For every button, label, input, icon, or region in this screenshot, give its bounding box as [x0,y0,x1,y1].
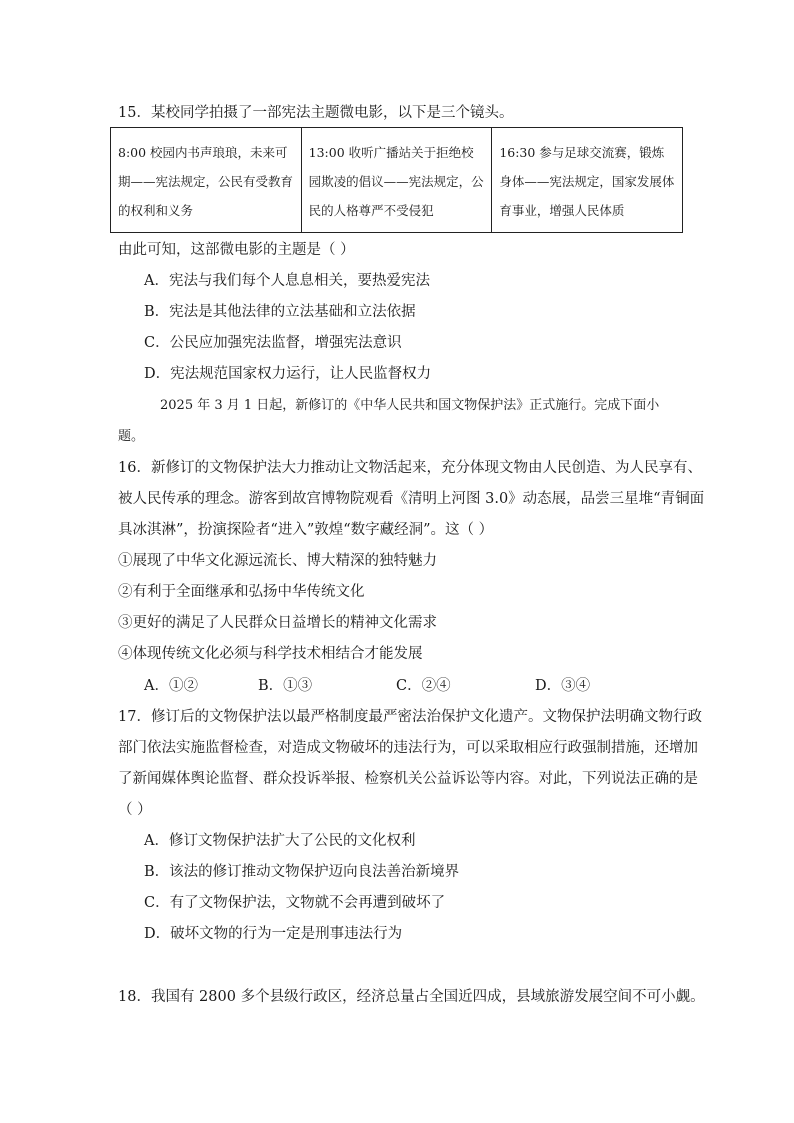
q15-clips-table [110,127,683,233]
q15-question: 由此可知，这部微电影的主题是（ ） [118,242,355,258]
q16-statement-4: ④体现传统文化必须与科学技术相结合才能发展 [118,646,423,662]
q15-option-c: C．公民应加强宪法监督，增强宪法意识 [144,335,402,351]
q15-option-d: D．宪法规范国家权力运行，让人民监督权力 [144,366,432,382]
q16-answer-d: D．③④ [535,678,591,694]
q15-clip-2: 13:00 收听广播站关于拒绝校园欺凌的倡议——宪法规定，公民的人格尊严不受侵犯 [301,128,492,233]
q16-statement-1: ①展现了中华文化源远流长、博大精深的独特魅力 [118,553,437,569]
q15-stem: 15．某校同学拍摄了一部宪法主题微电影，以下是三个镜头。 [118,105,514,121]
q15-option-b: B．宪法是其他法律的立法基础和立法依据 [144,304,416,320]
q16-line-3: 具冰淇淋”，扮演探险者“进入”敦煌“数字藏经洞”。这（ ） [118,522,494,538]
q16-statement-3: ③更好的满足了人民群众日益增长的精神文化需求 [118,615,437,631]
q16-line-1: 16．新修订的文物保护法大力推动让文物活起来，充分体现文物由人民创造、为人民享有、 [118,460,702,476]
q17-option-b: B．该法的修订推动文物保护迈向良法善治新境界 [144,864,460,880]
intro-line-2: 题。 [118,429,145,444]
q17-line-2: 部门依法实施监督检查，对造成文物破坏的违法行为，可以采取相应行政强制措施，还增加 [118,740,698,756]
q17-line-1: 17．修订后的文物保护法以最严格制度最严密法治保护文化遗产。文物保护法明确文物行政 [118,709,702,725]
q16-statement-2: ②有利于全面继承和弘扬中华传统文化 [118,584,365,600]
q17-option-d: D．破坏文物的行为一定是刑事违法行为 [144,926,403,942]
q16-answer-b: B．①③ [258,678,313,694]
q17-option-a: A．修订文物保护法扩大了公民的文化权利 [144,833,416,849]
q16-line-2: 被人民传承的理念。游客到故宫博物院观看《清明上河图 3.0》动态展，品尝三星堆“青铜面 [118,491,705,507]
intro-line-1: 2025 年 3 月 1 日起，新修订的《中华人民共和国文物保护法》正式施行。完成下面小 [160,398,660,413]
q16-answer-row [0,676,794,696]
q15-clip-1: 8:00 校园内书声琅琅，未来可期——宪法规定，公民有受教育的权利和义务 [111,128,302,233]
q16-answer-c: C．②④ [396,678,451,694]
q15-clip-3: 16:30 参与足球交流赛，锻炼身体——宪法规定，国家发展体育事业，增强人民体质 [492,128,683,233]
q17-option-c: C．有了文物保护法，文物就不会再遭到破坏了 [144,895,446,911]
q16-answer-a: A．①② [144,678,198,694]
q17-line-3: 了新闻媒体舆论监督、群众投诉举报、检察机关公益诉讼等内容。对此，下列说法正确的是 [118,771,698,787]
q18-stem: 18．我国有 2800 多个县级行政区，经济总量占全国近四成，县域旅游发展空间不可小觑。 [118,989,705,1005]
q15-option-a: A．宪法与我们每个人息息相关，要热爱宪法 [144,273,430,289]
q17-line-4: （ ） [118,802,152,818]
